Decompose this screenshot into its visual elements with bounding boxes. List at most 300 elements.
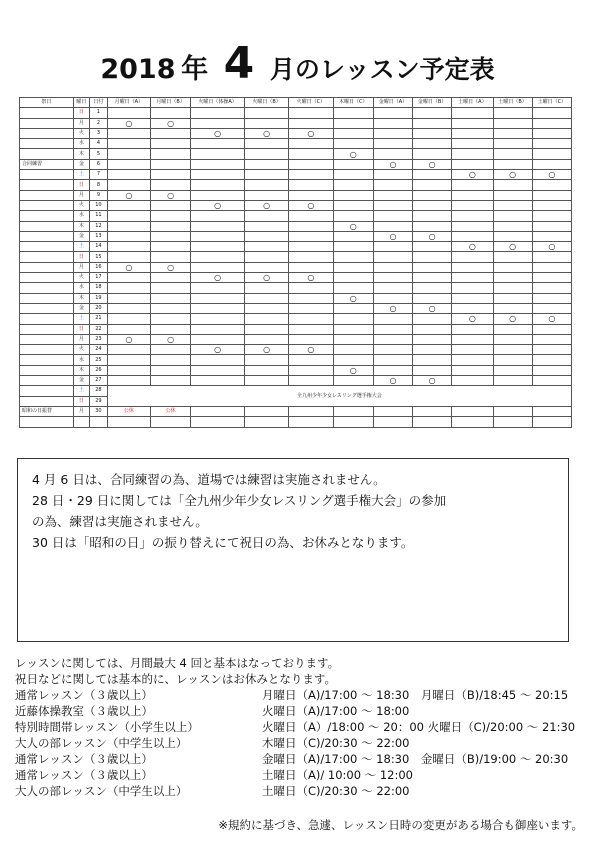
schedule-cell bbox=[413, 139, 452, 149]
title-nen: 年 bbox=[181, 54, 209, 85]
schedule-cell bbox=[373, 190, 412, 200]
date-cell: 22 bbox=[90, 324, 108, 334]
schedule-cell bbox=[289, 324, 333, 334]
schedule-cell bbox=[151, 376, 191, 386]
schedule-cell bbox=[532, 128, 571, 138]
schedule-cell bbox=[244, 252, 288, 262]
schedule-cell bbox=[532, 221, 571, 231]
schedule-cell bbox=[151, 200, 191, 210]
schedule-cell bbox=[413, 314, 452, 324]
notice-line: 4 月 6 日は、合同練習の為、道場では練習は実施されません。 bbox=[32, 472, 386, 487]
schedule-cell bbox=[289, 334, 333, 344]
schedule-cell bbox=[333, 139, 373, 149]
schedule-cell bbox=[107, 211, 150, 221]
table-row bbox=[20, 334, 572, 344]
schedule-cell bbox=[413, 324, 452, 334]
schedule-cell bbox=[151, 252, 191, 262]
schedule-cell: ○ bbox=[289, 128, 333, 138]
schedule-cell bbox=[289, 108, 333, 118]
schedule-cell bbox=[413, 283, 452, 293]
schedule-cell bbox=[413, 118, 452, 128]
schedule-cell bbox=[452, 190, 493, 200]
schedule-cell bbox=[413, 149, 452, 159]
page-title bbox=[0, 38, 595, 89]
holiday-cell bbox=[20, 324, 74, 334]
holiday-cell bbox=[20, 396, 74, 406]
info-intro: レッスンに関しては、月間最大 4 回と基本はなっております。 bbox=[15, 656, 340, 670]
schedule-cell bbox=[373, 345, 412, 355]
empty-cell bbox=[493, 417, 532, 427]
holiday-cell bbox=[20, 211, 74, 221]
schedule-cell bbox=[373, 118, 412, 128]
schedule-cell bbox=[151, 324, 191, 334]
table-row bbox=[20, 242, 572, 252]
table-row bbox=[20, 345, 572, 355]
schedule-cell bbox=[244, 118, 288, 128]
date-cell: 2 bbox=[90, 118, 108, 128]
schedule-cell bbox=[493, 262, 532, 272]
schedule-cell bbox=[413, 242, 452, 252]
schedule-cell bbox=[532, 200, 571, 210]
column-header: 月曜日（A） bbox=[107, 98, 150, 108]
table-row bbox=[20, 170, 572, 180]
column-header: 日付 bbox=[90, 98, 108, 108]
table-row bbox=[20, 324, 572, 334]
lesson-name: 通常レッスン（３歳以上） bbox=[15, 752, 153, 766]
lesson-row bbox=[15, 719, 590, 735]
schedule-cell: ○ bbox=[373, 303, 412, 313]
schedule-cell bbox=[151, 128, 191, 138]
holiday-cell bbox=[20, 108, 74, 118]
schedule-cell bbox=[373, 149, 412, 159]
schedule-cell bbox=[532, 293, 571, 303]
date-cell: 26 bbox=[90, 365, 108, 375]
schedule-cell bbox=[244, 334, 288, 344]
empty-cell bbox=[452, 417, 493, 427]
schedule-cell bbox=[107, 314, 150, 324]
schedule-cell bbox=[373, 293, 412, 303]
schedule-cell bbox=[107, 139, 150, 149]
holiday-cell bbox=[20, 231, 74, 241]
schedule-cell bbox=[107, 159, 150, 169]
schedule-cell bbox=[289, 221, 333, 231]
schedule-cell bbox=[413, 406, 452, 416]
lesson-name: 通常レッスン（３歳以上） bbox=[15, 768, 153, 782]
schedule-cell bbox=[452, 334, 493, 344]
schedule-cell bbox=[333, 242, 373, 252]
schedule-cell bbox=[289, 149, 333, 159]
date-cell: 19 bbox=[90, 293, 108, 303]
schedule-cell: ○ bbox=[333, 293, 373, 303]
schedule-cell bbox=[373, 139, 412, 149]
schedule-cell bbox=[289, 355, 333, 365]
schedule-cell: ○ bbox=[289, 345, 333, 355]
schedule-cell bbox=[333, 314, 373, 324]
schedule-cell bbox=[493, 334, 532, 344]
schedule-cell bbox=[493, 293, 532, 303]
info-intro: 祝日などに関しては基本的に、レッスンはお休みとなります。 bbox=[15, 672, 336, 686]
schedule-cell: ○ bbox=[493, 242, 532, 252]
schedule-cell bbox=[191, 118, 245, 128]
schedule-cell bbox=[333, 355, 373, 365]
schedule-cell bbox=[191, 303, 245, 313]
schedule-cell bbox=[191, 262, 245, 272]
schedule-cell bbox=[373, 314, 412, 324]
schedule-cell bbox=[107, 231, 150, 241]
schedule-cell bbox=[244, 303, 288, 313]
schedule-cell: ○ bbox=[107, 262, 150, 272]
empty-cell bbox=[191, 417, 245, 427]
schedule-cell bbox=[191, 149, 245, 159]
schedule-cell bbox=[493, 128, 532, 138]
schedule-cell: 公休 bbox=[107, 406, 150, 416]
schedule-cell bbox=[413, 365, 452, 375]
schedule-cell bbox=[289, 365, 333, 375]
schedule-cell bbox=[452, 200, 493, 210]
weekday-cell: 木 bbox=[73, 293, 90, 303]
table-row bbox=[20, 108, 572, 118]
schedule-cell bbox=[493, 211, 532, 221]
schedule-cell: ○ bbox=[151, 262, 191, 272]
schedule-cell bbox=[493, 376, 532, 386]
empty-cell bbox=[20, 417, 74, 427]
schedule-cell bbox=[532, 303, 571, 313]
weekday-cell: 土 bbox=[73, 386, 90, 396]
holiday-cell: 昭和の日振替 bbox=[20, 406, 74, 416]
schedule-cell bbox=[244, 355, 288, 365]
schedule-cell: ○ bbox=[373, 376, 412, 386]
lesson-row bbox=[15, 687, 590, 703]
schedule-cell bbox=[532, 283, 571, 293]
holiday-cell bbox=[20, 128, 74, 138]
schedule-table bbox=[19, 97, 572, 428]
schedule-cell bbox=[244, 365, 288, 375]
schedule-cell bbox=[244, 190, 288, 200]
date-cell: 11 bbox=[90, 211, 108, 221]
schedule-cell bbox=[532, 334, 571, 344]
weekday-cell: 木 bbox=[73, 221, 90, 231]
schedule-cell bbox=[452, 345, 493, 355]
schedule-cell bbox=[493, 118, 532, 128]
holiday-cell bbox=[20, 170, 74, 180]
schedule-cell bbox=[244, 149, 288, 159]
schedule-cell bbox=[373, 252, 412, 262]
table-row bbox=[20, 376, 572, 386]
schedule-cell bbox=[107, 283, 150, 293]
schedule-cell bbox=[191, 159, 245, 169]
notice-line: 28 日・29 日に関しては「全九州少年少女レスリング選手権大会」の参加 bbox=[32, 493, 447, 508]
table-row bbox=[20, 355, 572, 365]
schedule-cell bbox=[532, 190, 571, 200]
date-cell: 4 bbox=[90, 139, 108, 149]
schedule-cell: ○ bbox=[289, 273, 333, 283]
column-header: 土曜日（C） bbox=[532, 98, 571, 108]
weekday-cell: 土 bbox=[73, 170, 90, 180]
schedule-cell bbox=[452, 118, 493, 128]
date-cell: 21 bbox=[90, 314, 108, 324]
schedule-cell: ○ bbox=[191, 128, 245, 138]
schedule-cell bbox=[493, 406, 532, 416]
schedule-cell bbox=[191, 242, 245, 252]
weekday-cell: 日 bbox=[73, 108, 90, 118]
event-cell: 全九州少年少女レスリング選手権大会 bbox=[107, 386, 571, 407]
schedule-cell bbox=[532, 139, 571, 149]
schedule-cell: ○ bbox=[333, 221, 373, 231]
schedule-cell bbox=[373, 262, 412, 272]
lesson-info bbox=[15, 655, 590, 799]
schedule-cell bbox=[107, 303, 150, 313]
lesson-time: 月曜日（A)/17:00 ～ 18:30 月曜日（B)/18:45 ～ 20:15 bbox=[262, 688, 569, 702]
empty-cell bbox=[90, 417, 108, 427]
schedule-cell bbox=[244, 231, 288, 241]
holiday-cell bbox=[20, 149, 74, 159]
schedule-cell bbox=[289, 242, 333, 252]
date-cell: 3 bbox=[90, 128, 108, 138]
schedule-cell bbox=[452, 252, 493, 262]
schedule-cell bbox=[244, 139, 288, 149]
date-cell: 10 bbox=[90, 200, 108, 210]
schedule-cell bbox=[244, 376, 288, 386]
schedule-cell bbox=[191, 406, 245, 416]
schedule-cell bbox=[151, 231, 191, 241]
schedule-cell bbox=[452, 128, 493, 138]
schedule-cell bbox=[333, 252, 373, 262]
title-rest: 月のレッスン予定表 bbox=[269, 55, 495, 84]
schedule-cell bbox=[191, 231, 245, 241]
schedule-cell: ○ bbox=[413, 231, 452, 241]
schedule-cell bbox=[333, 406, 373, 416]
weekday-cell: 水 bbox=[73, 283, 90, 293]
lesson-time: 火曜日（A)/17:00 ～ 18:00 bbox=[262, 704, 410, 718]
schedule-cell bbox=[333, 262, 373, 272]
holiday-cell bbox=[20, 252, 74, 262]
schedule-cell bbox=[289, 293, 333, 303]
schedule-cell bbox=[191, 283, 245, 293]
weekday-cell: 火 bbox=[73, 273, 90, 283]
table-header-row bbox=[20, 98, 572, 108]
table-row bbox=[20, 273, 572, 283]
lesson-name: 通常レッスン（３歳以上） bbox=[15, 688, 153, 702]
schedule-cell bbox=[289, 170, 333, 180]
schedule-cell bbox=[452, 283, 493, 293]
schedule-cell bbox=[151, 242, 191, 252]
weekday-cell: 月 bbox=[73, 334, 90, 344]
schedule-cell: ○ bbox=[107, 118, 150, 128]
holiday-cell bbox=[20, 180, 74, 190]
weekday-cell: 金 bbox=[73, 231, 90, 241]
schedule-cell bbox=[532, 108, 571, 118]
schedule-cell bbox=[151, 273, 191, 283]
schedule-cell bbox=[532, 211, 571, 221]
schedule-cell bbox=[107, 345, 150, 355]
schedule-cell bbox=[151, 293, 191, 303]
schedule-cell bbox=[107, 324, 150, 334]
schedule-cell bbox=[373, 170, 412, 180]
table-row bbox=[20, 303, 572, 313]
schedule-cell: ○ bbox=[191, 345, 245, 355]
schedule-cell: ○ bbox=[244, 273, 288, 283]
schedule-cell: ○ bbox=[244, 128, 288, 138]
schedule-cell bbox=[452, 139, 493, 149]
schedule-cell bbox=[191, 365, 245, 375]
weekday-cell: 火 bbox=[73, 128, 90, 138]
schedule-cell bbox=[289, 262, 333, 272]
weekday-cell: 土 bbox=[73, 242, 90, 252]
table-row bbox=[20, 190, 572, 200]
schedule-cell bbox=[333, 170, 373, 180]
schedule-cell bbox=[151, 355, 191, 365]
schedule-cell bbox=[244, 324, 288, 334]
table-row bbox=[20, 211, 572, 221]
schedule-cell bbox=[151, 180, 191, 190]
schedule-cell bbox=[289, 231, 333, 241]
schedule-cell bbox=[191, 355, 245, 365]
table-row bbox=[20, 293, 572, 303]
empty-cell bbox=[373, 417, 412, 427]
weekday-cell: 金 bbox=[73, 303, 90, 313]
date-cell: 24 bbox=[90, 345, 108, 355]
schedule-cell bbox=[532, 365, 571, 375]
column-header: 金曜日（A） bbox=[373, 98, 412, 108]
weekday-cell: 月 bbox=[73, 262, 90, 272]
schedule-cell: ○ bbox=[107, 190, 150, 200]
schedule-cell: ○ bbox=[532, 170, 571, 180]
schedule-cell: ○ bbox=[191, 273, 245, 283]
schedule-cell bbox=[532, 273, 571, 283]
schedule-cell bbox=[191, 108, 245, 118]
schedule-cell bbox=[413, 211, 452, 221]
weekday-cell: 木 bbox=[73, 365, 90, 375]
date-cell: 6 bbox=[90, 159, 108, 169]
weekday-cell: 月 bbox=[73, 406, 90, 416]
holiday-cell bbox=[20, 365, 74, 375]
schedule-cell bbox=[107, 293, 150, 303]
schedule-cell bbox=[373, 180, 412, 190]
weekday-cell: 金 bbox=[73, 376, 90, 386]
schedule-cell bbox=[493, 303, 532, 313]
schedule-cell bbox=[452, 406, 493, 416]
schedule-cell bbox=[452, 159, 493, 169]
holiday-cell bbox=[20, 303, 74, 313]
weekday-cell: 水 bbox=[73, 139, 90, 149]
weekday-cell: 月 bbox=[73, 190, 90, 200]
schedule-cell bbox=[244, 262, 288, 272]
date-cell: 29 bbox=[90, 396, 108, 406]
schedule-cell bbox=[151, 365, 191, 375]
schedule-cell: ○ bbox=[413, 303, 452, 313]
schedule-cell bbox=[493, 252, 532, 262]
schedule-cell bbox=[191, 334, 245, 344]
date-cell: 16 bbox=[90, 262, 108, 272]
schedule-cell bbox=[333, 334, 373, 344]
schedule-cell bbox=[373, 128, 412, 138]
schedule-cell bbox=[244, 283, 288, 293]
holiday-cell bbox=[20, 118, 74, 128]
schedule-cell bbox=[244, 406, 288, 416]
schedule-cell bbox=[333, 283, 373, 293]
lesson-time: 土曜日（A)/ 10:00 ～ 12:00 bbox=[262, 768, 413, 782]
schedule-cell bbox=[333, 376, 373, 386]
schedule-cell: ○ bbox=[333, 149, 373, 159]
schedule-cell bbox=[151, 211, 191, 221]
schedule-cell bbox=[413, 108, 452, 118]
lesson-time: 金曜日（A)/17:00 ～ 18:30 金曜日（B)/19:00 ～ 20:30 bbox=[262, 752, 569, 766]
schedule-cell bbox=[373, 211, 412, 221]
holiday-cell bbox=[20, 262, 74, 272]
footnote: ※規約に基づき、急遽、レッスン日時の変更がある場合も御座います。 bbox=[218, 818, 583, 832]
schedule-cell bbox=[191, 252, 245, 262]
schedule-cell bbox=[452, 221, 493, 231]
column-header: 祭日 bbox=[20, 98, 74, 108]
date-cell: 30 bbox=[90, 406, 108, 416]
holiday-cell bbox=[20, 221, 74, 231]
schedule-cell bbox=[333, 345, 373, 355]
weekday-cell: 日 bbox=[73, 180, 90, 190]
date-cell: 1 bbox=[90, 108, 108, 118]
empty-cell bbox=[244, 417, 288, 427]
schedule-cell bbox=[413, 200, 452, 210]
column-header: 火曜日（体操A） bbox=[191, 98, 245, 108]
date-cell: 14 bbox=[90, 242, 108, 252]
schedule-cell bbox=[191, 221, 245, 231]
schedule-cell bbox=[452, 149, 493, 159]
schedule-cell bbox=[493, 324, 532, 334]
column-header: 土曜日（A） bbox=[452, 98, 493, 108]
schedule-cell bbox=[244, 108, 288, 118]
schedule-cell bbox=[244, 170, 288, 180]
schedule-cell bbox=[373, 221, 412, 231]
schedule-cell bbox=[413, 293, 452, 303]
empty-cell bbox=[151, 417, 191, 427]
holiday-cell bbox=[20, 386, 74, 396]
schedule-cell bbox=[413, 252, 452, 262]
schedule-cell bbox=[532, 149, 571, 159]
date-cell: 17 bbox=[90, 273, 108, 283]
schedule-cell bbox=[289, 252, 333, 262]
schedule-cell bbox=[373, 200, 412, 210]
schedule-cell bbox=[452, 262, 493, 272]
date-cell: 25 bbox=[90, 355, 108, 365]
weekday-cell: 水 bbox=[73, 355, 90, 365]
weekday-cell: 日 bbox=[73, 396, 90, 406]
schedule-cell: ○ bbox=[107, 334, 150, 344]
schedule-cell bbox=[107, 365, 150, 375]
column-header: 火曜日（B） bbox=[244, 98, 288, 108]
holiday-cell bbox=[20, 200, 74, 210]
schedule-cell bbox=[373, 406, 412, 416]
schedule-cell bbox=[532, 180, 571, 190]
schedule-cell bbox=[333, 211, 373, 221]
schedule-cell bbox=[413, 262, 452, 272]
schedule-cell bbox=[452, 324, 493, 334]
holiday-cell bbox=[20, 242, 74, 252]
schedule-cell bbox=[373, 355, 412, 365]
lesson-name: 近藤体操教室（３歳以上） bbox=[15, 704, 153, 718]
schedule-cell bbox=[289, 406, 333, 416]
schedule-cell bbox=[107, 149, 150, 159]
date-cell: 8 bbox=[90, 180, 108, 190]
weekday-cell: 金 bbox=[73, 159, 90, 169]
schedule-cell bbox=[373, 365, 412, 375]
schedule-cell: ○ bbox=[452, 242, 493, 252]
lesson-name: 大人の部レッスン（中学生以上） bbox=[15, 784, 188, 798]
column-header: 月曜日（B） bbox=[151, 98, 191, 108]
schedule-cell: ○ bbox=[151, 118, 191, 128]
holiday-cell bbox=[20, 293, 74, 303]
schedule-cell bbox=[493, 139, 532, 149]
schedule-cell bbox=[452, 376, 493, 386]
schedule-cell: ○ bbox=[413, 376, 452, 386]
